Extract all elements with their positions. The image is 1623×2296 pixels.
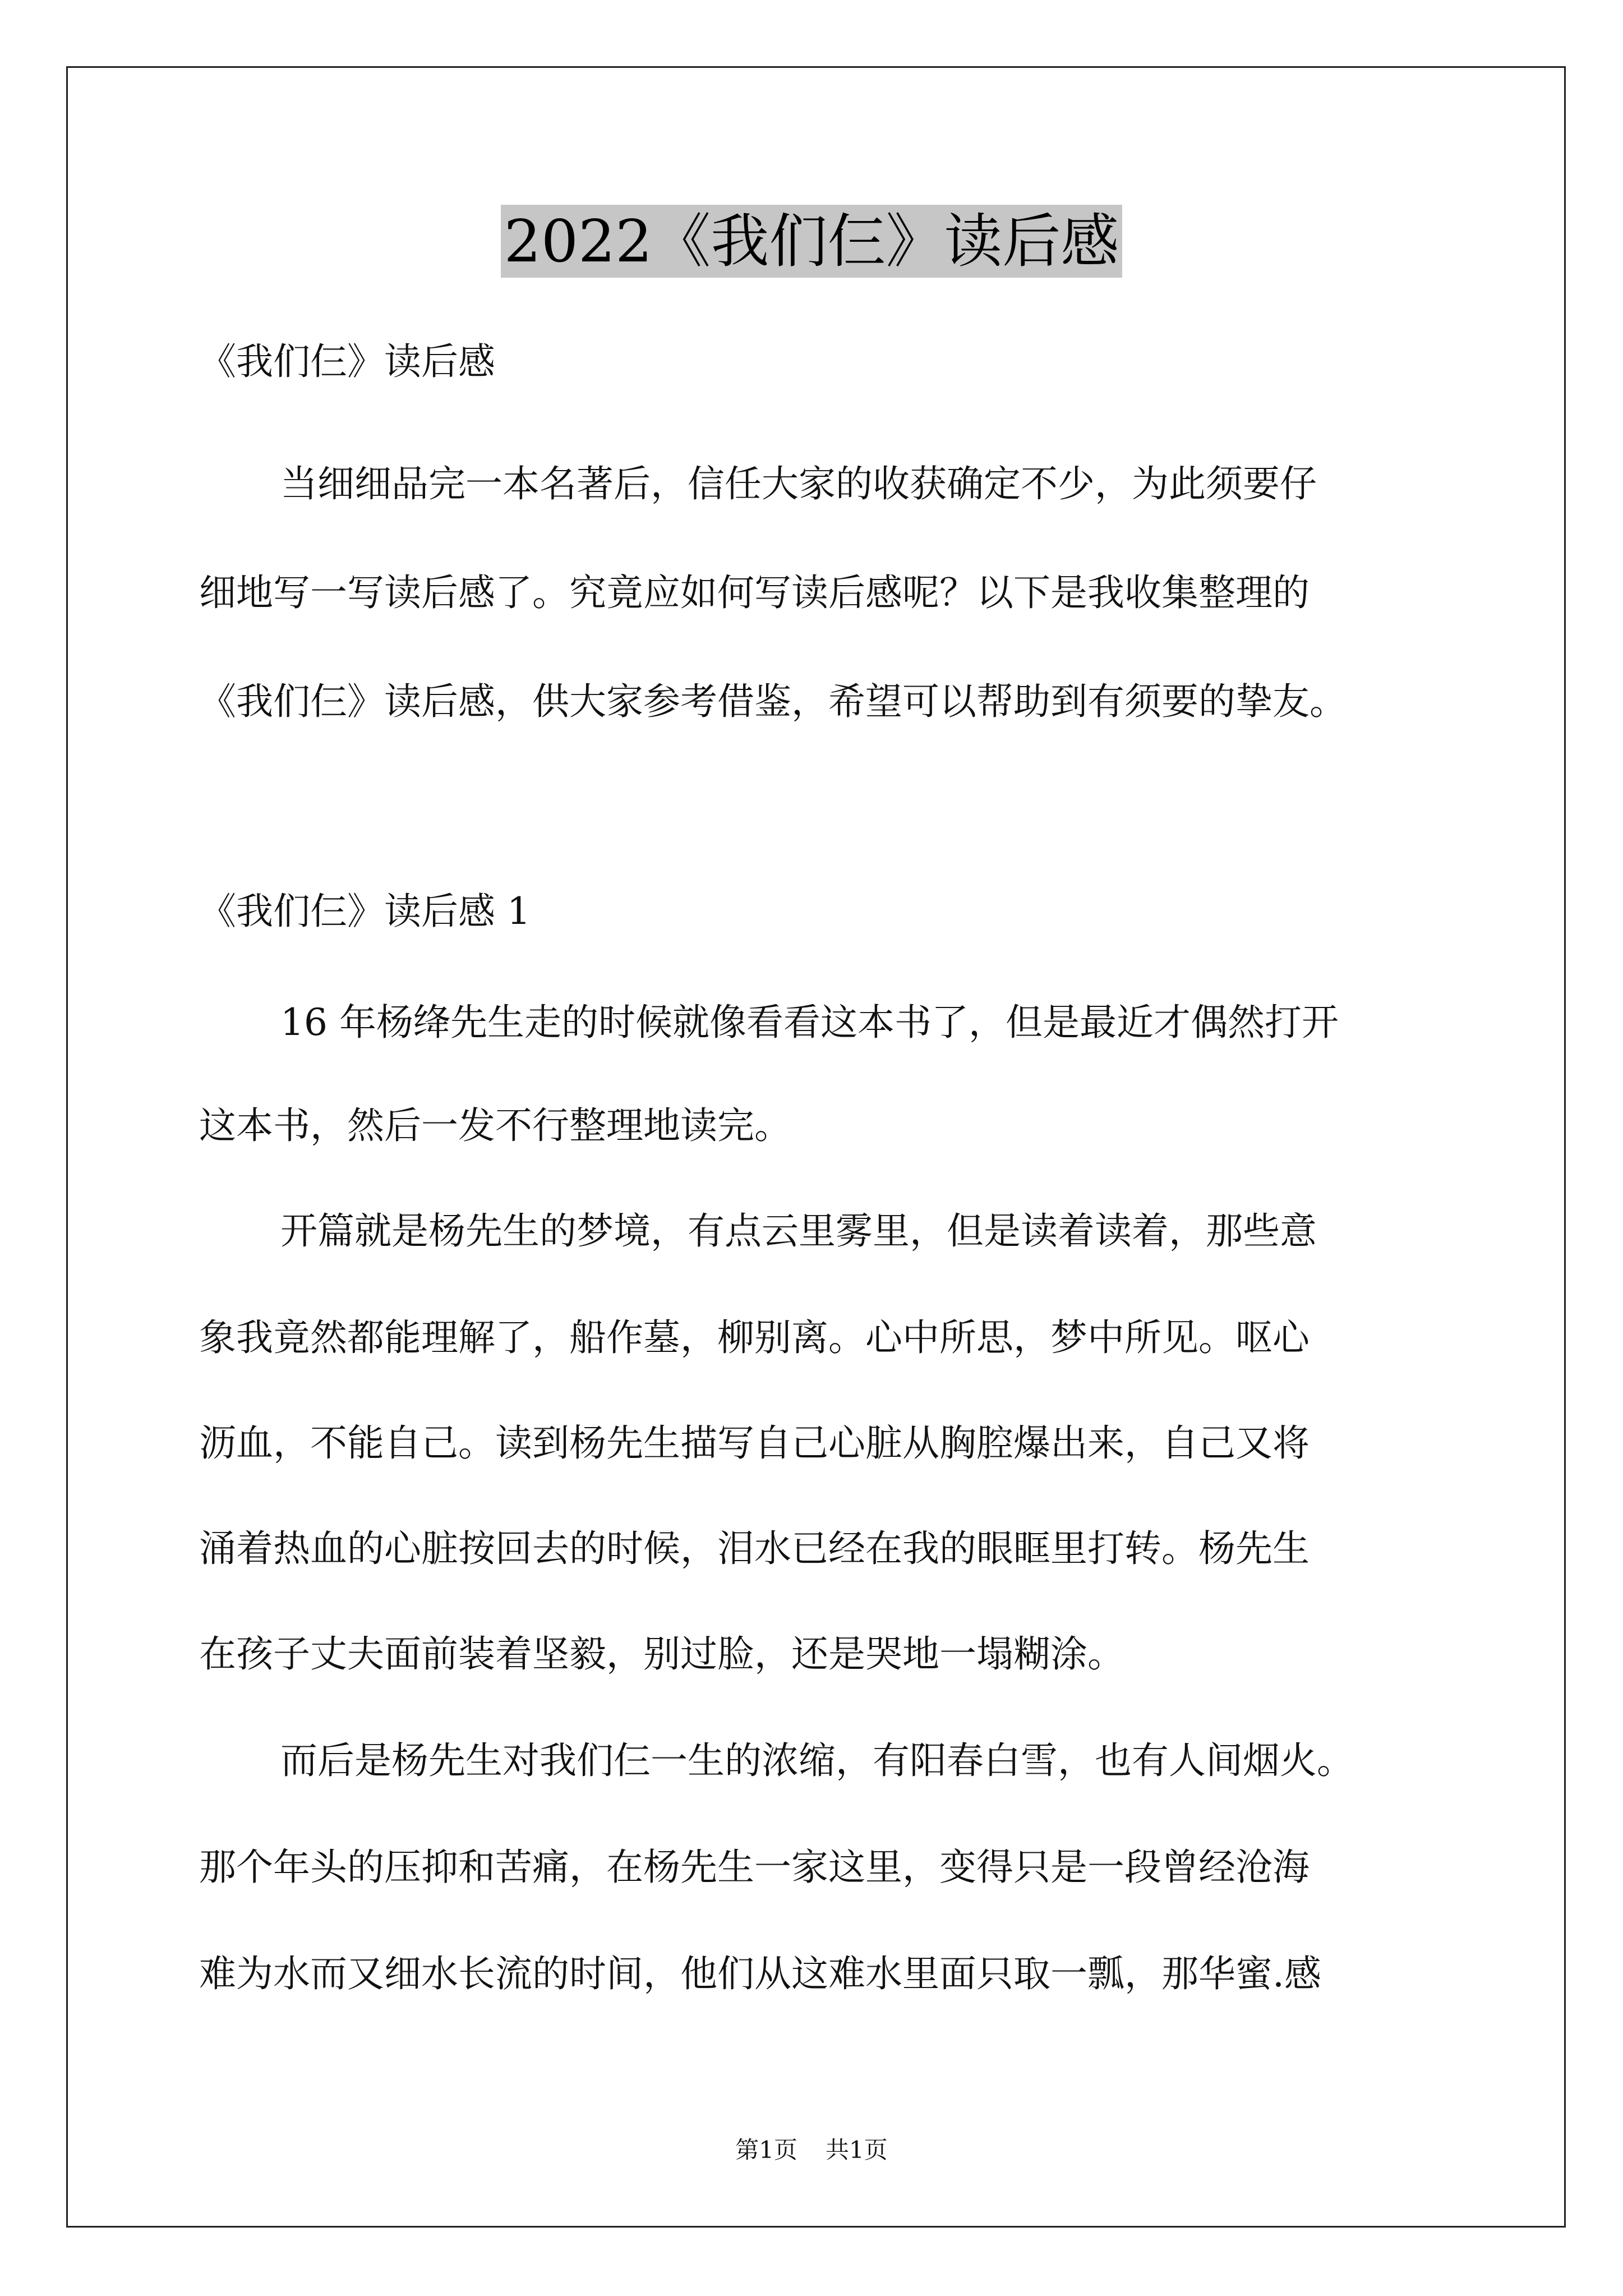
- section-heading: 《我们仨》读后感: [199, 340, 495, 383]
- paragraph-line: 沥血，不能自己。读到杨先生描写自己心脏从胸腔爆出来，自己又将: [199, 1421, 1310, 1465]
- paragraph-line: 这本书，然后一发不行整理地读完。: [199, 1104, 791, 1147]
- paragraph-line: 在孩子丈夫面前装着坚毅，别过脸，还是哭地一塌糊涂。: [199, 1632, 1124, 1676]
- page-footer: [0, 2132, 1623, 2165]
- paragraph-line: 《我们仨》读后感，供大家参考借鉴，希望可以帮助到有须要的挚友。: [199, 680, 1347, 723]
- paragraph-line: 象我竟然都能理解了，船作墓，柳别离。心中所思，梦中所见。呕心: [199, 1316, 1310, 1359]
- title-text: 2022《我们仨》读后感: [501, 205, 1123, 278]
- section-heading: 《我们仨》读后感 1: [199, 890, 531, 933]
- page-total: 共1页: [826, 2136, 888, 2164]
- paragraph-line: 当细细品完一本名著后，信任大家的收获确定不少，为此须要仔: [280, 462, 1317, 505]
- paragraph-line: 那个年头的压抑和苦痛，在杨先生一家这里，变得只是一段曾经沧海: [199, 1846, 1310, 1889]
- paragraph-line: 而后是杨先生对我们仨一生的浓缩，有阳春白雪，也有人间烟火。: [280, 1739, 1354, 1782]
- paragraph-line: 开篇就是杨先生的梦境，有点云里雾里，但是读着读着，那些意: [280, 1209, 1317, 1253]
- document-title: [0, 205, 1623, 278]
- paragraph-line: 细地写一写读后感了。究竟应如何写读后感呢？以下是我收集整理的: [199, 571, 1310, 614]
- paragraph-line: 难为水而又细水长流的时间，他们从这难水里面只取一瓢，那华蜜.感: [199, 1952, 1321, 1995]
- paragraph-line: 16 年杨绛先生走的时候就像看看这本书了，但是最近才偶然打开: [280, 1001, 1339, 1044]
- page-number: 第1页: [735, 2136, 797, 2164]
- paragraph-line: 涌着热血的心脏按回去的时候，泪水已经在我的眼眶里打转。杨先生: [199, 1527, 1310, 1570]
